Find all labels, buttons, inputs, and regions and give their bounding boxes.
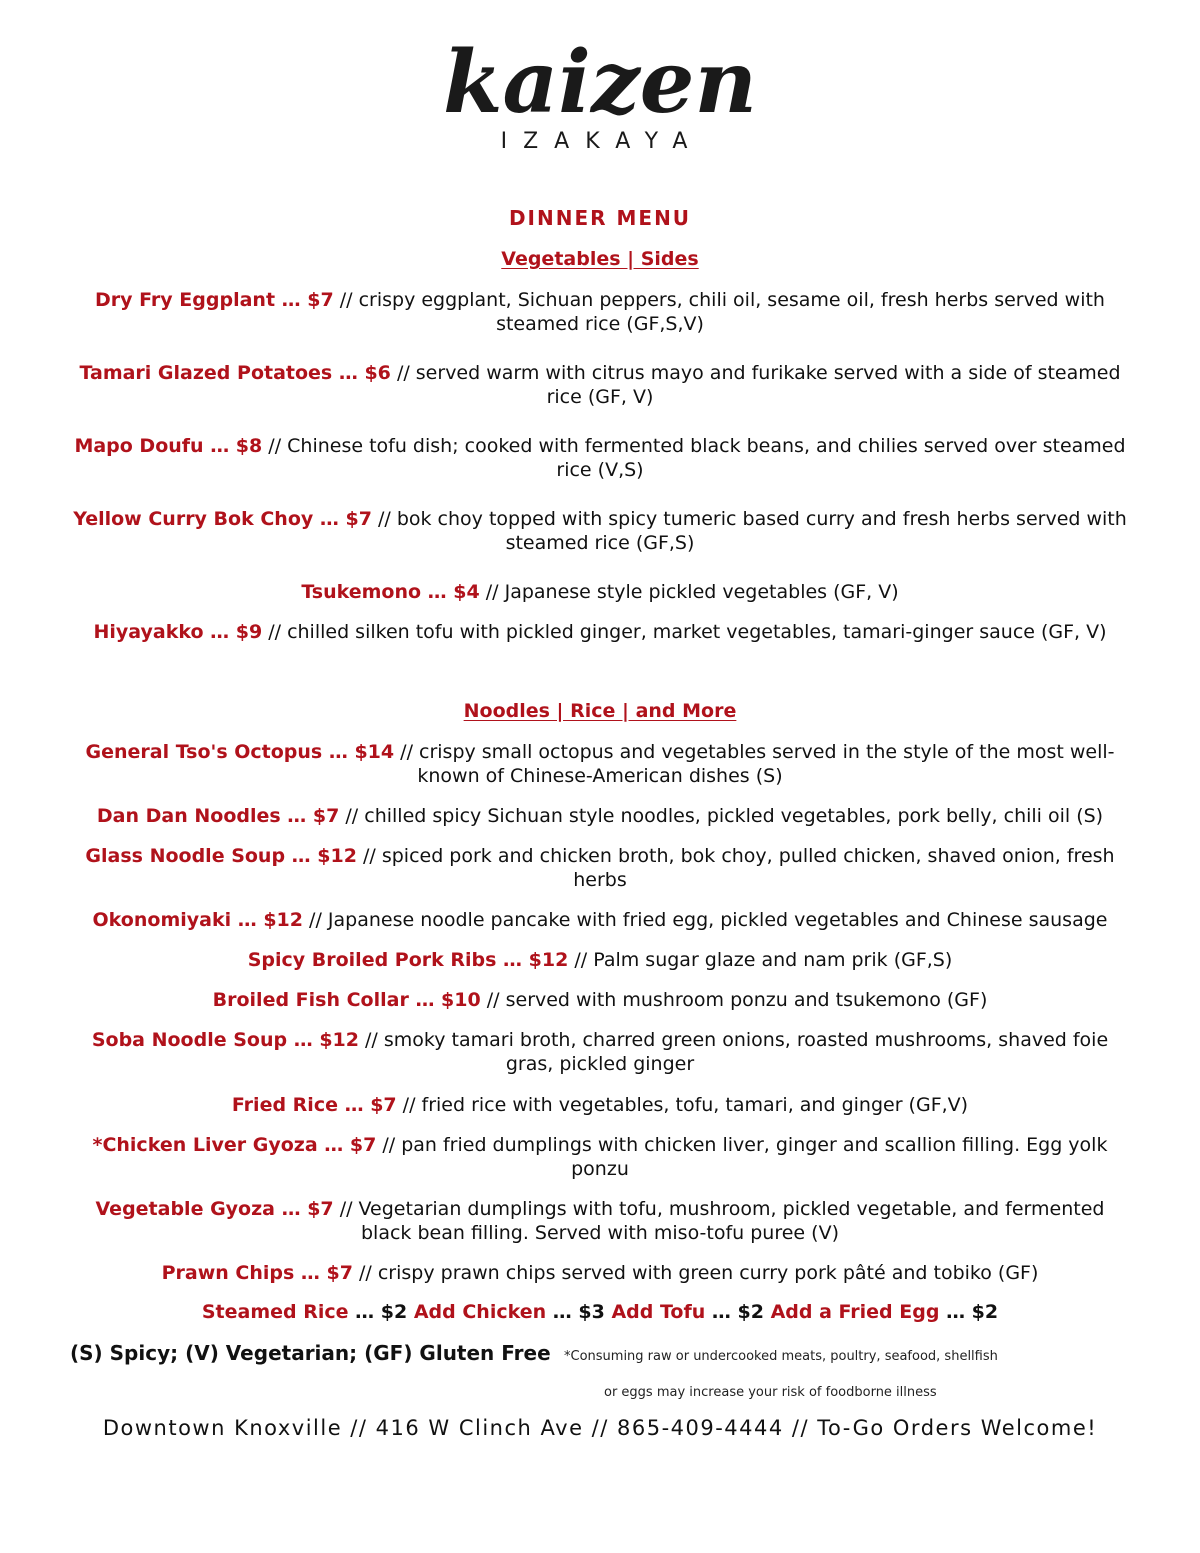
menu-item — [70, 507, 1130, 555]
menu-item-name: Dan Dan Noodles … $7 — [96, 805, 340, 827]
extra-name: Add a Fried Egg — [770, 1301, 940, 1323]
menu-item-description: // Japanese noodle pancake with fried egg, pickled vegetables and Chinese sausage — [303, 909, 1108, 931]
extra-name: Steamed Rice — [201, 1301, 349, 1323]
menu-item-description: // chilled silken tofu with pickled ginger, market vegetables, tamari-ginger sauce (GF, V) — [262, 621, 1107, 643]
menu-item-name: Tamari Glazed Potatoes … $6 — [79, 362, 391, 384]
menu-item-description: // Vegetarian dumplings with tofu, mushroom, pickled vegetable, and fermented black bean filling. Served with miso-tofu puree (V) — [333, 1198, 1105, 1244]
menu-item — [70, 1133, 1130, 1181]
menu-item — [70, 844, 1130, 892]
menu-item — [70, 1261, 1130, 1285]
menu-item — [70, 361, 1130, 409]
menu-item-description: // Japanese style pickled vegetables (GF, V) — [479, 581, 899, 603]
food-safety-warning-line1: *Consuming raw or undercooked meats, poultry, seafood, shellfish — [564, 1349, 998, 1364]
menu-item-description: // Palm sugar glaze and nam prik (GF,S) — [568, 949, 953, 971]
menu-item-name: Dry Fry Eggplant … $7 — [95, 289, 334, 311]
menu-item — [70, 988, 1130, 1012]
kaizen-logo — [442, 20, 758, 160]
menu-item-description: // Chinese tofu dish; cooked with fermented black beans, and chilies served over steamed rice (V,S) — [262, 435, 1126, 481]
menu-item-name: Yellow Curry Bok Choy … $7 — [73, 508, 372, 530]
menu-item-name: *Chicken Liver Gyoza … $7 — [92, 1134, 377, 1156]
menu-item — [70, 1197, 1130, 1245]
menu-item — [70, 948, 1130, 972]
menu-item-name: Okonomiyaki … $12 — [92, 909, 303, 931]
section-title-noodles: Noodles | Rice | and More — [463, 700, 737, 722]
menu-item-name: Tsukemono … $4 — [301, 581, 480, 603]
dietary-legend: (S) Spicy; (V) Vegetarian; (GF) Gluten Free — [70, 1341, 551, 1365]
menu-item — [70, 740, 1130, 788]
footer-contact: Downtown Knoxville // 416 W Clinch Ave // 865-409-4444 // To-Go Orders Welcome! — [102, 1416, 1098, 1440]
menu-item-description: // crispy small octopus and vegetables served in the style of the most well-known of Chinese-American dishes (S) — [394, 741, 1115, 787]
menu-item-name: Vegetable Gyoza … $7 — [95, 1198, 334, 1220]
section-title-vegetables: Vegetables | Sides — [501, 248, 699, 270]
menu-item-description: // spiced pork and chicken broth, bok choy, pulled chicken, shaved onion, fresh herbs — [356, 845, 1115, 891]
menu-item-description: // bok choy topped with spicy tumeric based curry and fresh herbs served with steamed rice (GF,S) — [371, 508, 1127, 554]
menu-item — [70, 1028, 1130, 1076]
menu-item-description: // crispy eggplant, Sichuan peppers, chili oil, sesame oil, fresh herbs served with steamed rice (GF,S,V) — [333, 289, 1105, 335]
extra-name: Add Tofu — [611, 1301, 706, 1323]
extra-price: … $3 — [546, 1301, 612, 1323]
extras-line — [0, 1301, 1200, 1323]
menu-item-description: // fried rice with vegetables, tofu, tamari, and ginger (GF,V) — [396, 1094, 969, 1116]
menu-item-name: Mapo Doufu … $8 — [74, 435, 263, 457]
menu-item — [70, 1093, 1130, 1117]
menu-item-description: // served with mushroom ponzu and tsukemono (GF) — [480, 989, 988, 1011]
menu-item-description: // smoky tamari broth, charred green onions, roasted mushrooms, shaved foie gras, pickled ginger — [358, 1029, 1109, 1075]
menu-item-description: // pan fried dumplings with chicken liver, ginger and scallion filling. Egg yolk ponzu — [376, 1134, 1108, 1180]
menu-item — [70, 434, 1130, 482]
menu-item-name: Prawn Chips … $7 — [161, 1262, 353, 1284]
menu-item-name: Soba Noodle Soup … $12 — [91, 1029, 359, 1051]
menu-item-name: Fried Rice … $7 — [231, 1094, 397, 1116]
menu-item-name: Glass Noodle Soup … $12 — [85, 845, 357, 867]
menu-item-name: Broiled Fish Collar … $10 — [212, 989, 481, 1011]
extra-price: … $2 — [939, 1301, 999, 1323]
menu-item-description: // served warm with citrus mayo and furikake served with a side of steamed rice (GF, V) — [390, 362, 1121, 408]
menu-title: DINNER MENU — [508, 206, 692, 230]
extra-name: Add Chicken — [413, 1301, 547, 1323]
food-safety-warning-line2: or eggs may increase your risk of foodborne illness — [604, 1385, 937, 1400]
menu-item — [70, 620, 1130, 644]
menu-item-name: General Tso's Octopus … $14 — [85, 741, 395, 763]
menu-item-description: // chilled spicy Sichuan style noodles, pickled vegetables, pork belly, chili oil (S) — [339, 805, 1104, 827]
menu-item — [70, 908, 1130, 932]
menu-item — [70, 580, 1130, 604]
menu-item — [70, 804, 1130, 828]
menu-item-description: // crispy prawn chips served with green curry pork pâté and tobiko (GF) — [352, 1262, 1039, 1284]
menu-item — [70, 288, 1130, 336]
extra-price: … $2 — [705, 1301, 771, 1323]
logo-subtitle: IZAKAYA — [500, 129, 704, 154]
extra-price: … $2 — [348, 1301, 414, 1323]
menu-item-name: Spicy Broiled Pork Ribs … $12 — [247, 949, 569, 971]
menu-item-name: Hiyayakko … $9 — [93, 621, 263, 643]
logo-brand: kaizen — [442, 32, 758, 133]
